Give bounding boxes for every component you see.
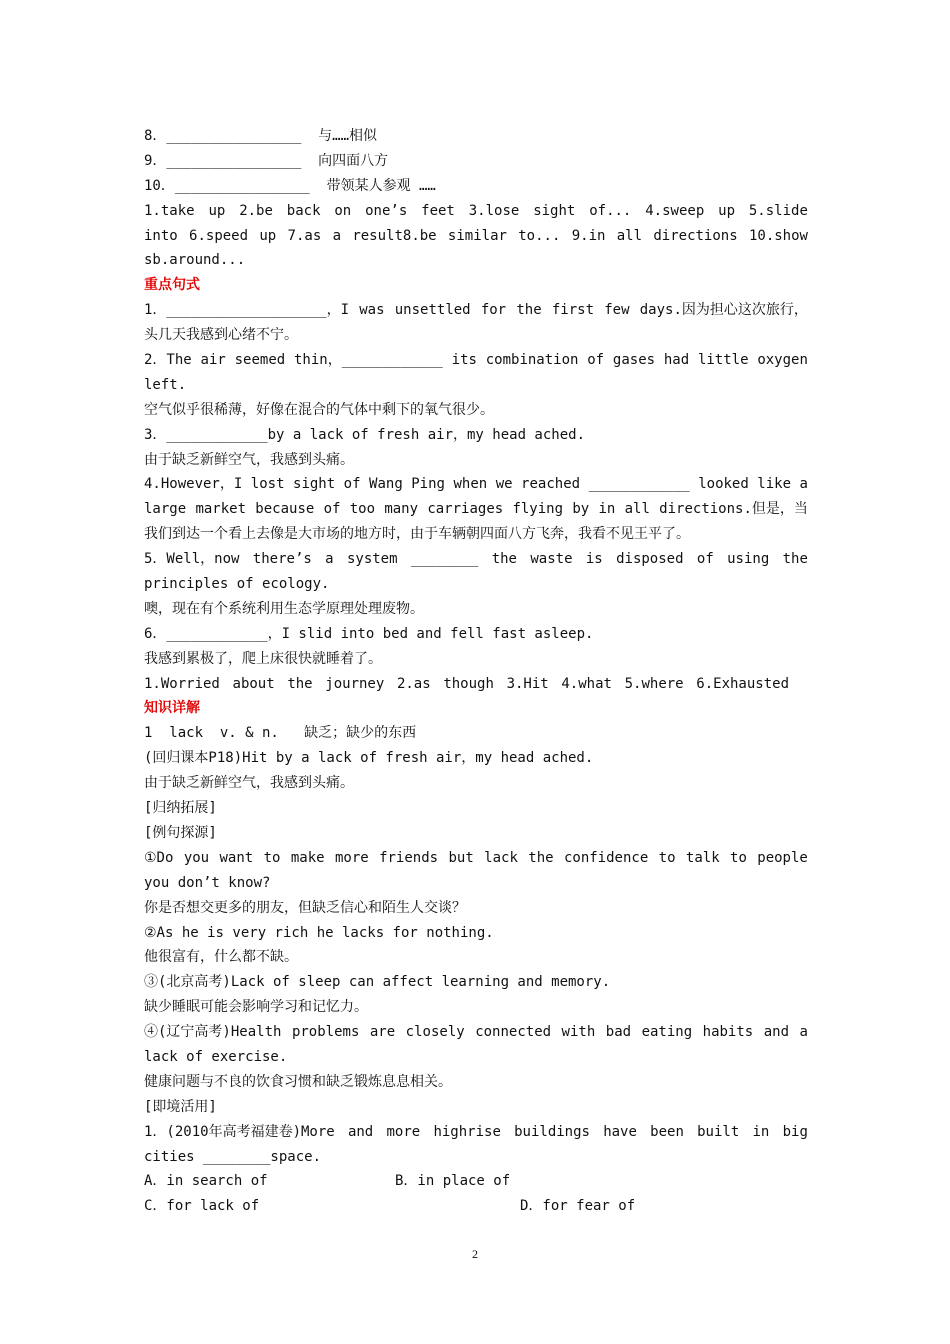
word: of — [696, 551, 714, 568]
word: ________ — [410, 551, 479, 568]
word: 3.Hit — [506, 675, 549, 692]
word: problems — [291, 1024, 360, 1041]
sentence-answers-line — [144, 672, 789, 697]
phrase-answers-line: sb.around... — [144, 252, 246, 269]
word: in — [598, 501, 616, 518]
word: to — [730, 849, 747, 866]
word: more — [386, 1123, 421, 1140]
word: 4.However，I — [144, 476, 243, 493]
word: gases — [612, 352, 656, 369]
word: in — [752, 1123, 770, 1140]
vocab-entry: 1 lack v. & n. 缺乏；缺少的东西 — [144, 725, 417, 742]
option-d: D．for fear of — [520, 1198, 636, 1215]
sentence-chinese: 我感到累极了，爬上床很快就睡着了。 — [144, 650, 382, 667]
word: and — [347, 1123, 374, 1140]
word: large — [144, 501, 187, 518]
word: up — [259, 227, 277, 244]
word: about — [232, 675, 275, 692]
word: buildings — [514, 1123, 590, 1140]
word: and — [763, 1024, 790, 1041]
word: friends — [379, 849, 439, 866]
word: people — [757, 849, 808, 866]
word: 9.in — [571, 227, 606, 244]
phrase-answers-line — [144, 199, 808, 224]
option-c: C．for lack of — [144, 1198, 260, 1215]
word: Ping — [411, 476, 445, 493]
word: 2.be — [239, 202, 273, 219]
word: few — [604, 302, 630, 319]
word: lack — [484, 849, 518, 866]
word: make — [290, 849, 325, 866]
word: because — [255, 501, 315, 518]
word: with — [561, 1024, 596, 1041]
word: is — [585, 551, 603, 568]
word: oxygen — [757, 352, 808, 369]
word: 6.speed — [189, 227, 249, 244]
word: been — [650, 1123, 684, 1140]
word: the — [516, 302, 542, 319]
textbook-translation: 由于缺乏新鲜空气，我感到头痛。 — [144, 775, 354, 792]
phrase-item: 9．________________ 向四面八方 — [144, 152, 389, 169]
word: 5．Well，now — [144, 551, 240, 568]
word: you — [183, 849, 210, 866]
word: ____________ — [588, 476, 690, 493]
word: are — [369, 1024, 396, 1041]
word: little — [697, 352, 749, 369]
word: directions.但是，当 — [659, 501, 808, 518]
word: into — [144, 227, 178, 244]
word: waste — [530, 551, 573, 568]
word: its — [451, 352, 477, 369]
word: combination — [485, 352, 579, 369]
word: of... — [589, 202, 632, 219]
options-row — [144, 1169, 808, 1194]
word: to — [658, 849, 676, 866]
word: of — [323, 501, 341, 518]
question-stem: cities ________space. — [144, 1148, 322, 1165]
word: more — [334, 849, 369, 866]
word: a — [799, 1024, 808, 1041]
word: one’s — [365, 202, 408, 219]
sentence-chinese: 噢，现在有个系统利用生态学原理处理废物。 — [144, 600, 424, 617]
word: all — [624, 501, 650, 518]
word: too — [349, 501, 376, 518]
word: thin，____________ — [293, 352, 443, 369]
word: of — [587, 352, 605, 369]
word: a — [325, 551, 334, 568]
word: there’s — [252, 551, 312, 568]
word: 1.Worried — [144, 675, 220, 692]
word: result8.be — [352, 227, 437, 244]
word: the — [491, 551, 517, 568]
label-examples: [例句探源] — [144, 824, 217, 841]
example-chinese: 他很富有，什么都不缺。 — [144, 949, 298, 966]
word: seemed — [234, 352, 286, 369]
word: had — [663, 352, 690, 369]
word: connected — [475, 1024, 552, 1041]
word: big — [782, 1123, 808, 1140]
word: up — [208, 202, 226, 219]
word: 5.where — [624, 675, 684, 692]
word: talk — [685, 849, 720, 866]
example-english: you don’t know? — [144, 874, 271, 891]
example-chinese: 缺少睡眠可能会影响学习和记忆力。 — [144, 999, 368, 1016]
phrase-item: 10．________________ 带领某人参观 …… — [144, 177, 436, 194]
word: many — [384, 501, 419, 518]
word: disposed — [616, 551, 684, 568]
sentence-chinese: 空气似乎很稀薄，好像在混合的气体中剩下的氧气很少。 — [144, 401, 494, 418]
sentence-english — [144, 298, 808, 323]
option-b: B．in place of — [395, 1173, 511, 1190]
word: the — [528, 849, 554, 866]
word: a — [332, 227, 341, 244]
word: sight — [293, 476, 336, 493]
word: journey — [325, 675, 385, 692]
word: lost — [250, 476, 285, 493]
sentence-english — [144, 348, 808, 373]
word: days.因为担心这次旅行， — [639, 302, 808, 319]
word: 5.slide — [748, 202, 808, 219]
word: market — [195, 501, 247, 518]
textbook-sentence: (回归课本P18)Hit by a lack of fresh air，my head ached. — [144, 750, 594, 767]
word: like — [757, 476, 792, 493]
example-chinese: 健康问题与不良的饮食习惯和缺乏锻炼息息相关。 — [144, 1073, 452, 1090]
word: 3.lose — [468, 202, 520, 219]
word: using — [727, 551, 770, 568]
word: back — [286, 202, 321, 219]
phrase-item: 8．________________ 与……相似 — [144, 128, 378, 144]
word: built — [697, 1123, 740, 1140]
section-heading-key-sentences: 重点句式 — [144, 277, 200, 294]
word: 4.sweep — [645, 202, 705, 219]
word: ①Do — [144, 849, 174, 866]
word: 4.what — [561, 675, 612, 692]
word: have — [603, 1123, 637, 1140]
word: 10.show — [748, 227, 808, 244]
sentence-english — [144, 547, 808, 572]
word: 1．(2010年高考福建卷)More — [144, 1123, 335, 1140]
word: the — [782, 551, 808, 568]
page-content — [144, 124, 808, 1219]
word: bad — [605, 1024, 632, 1041]
example-english: ③(北京高考)Lack of sleep can affect learning and memory. — [144, 974, 611, 991]
word: all — [616, 227, 643, 244]
word: when — [453, 476, 488, 493]
word: eating — [641, 1024, 693, 1041]
word: to — [263, 849, 281, 866]
word: habits — [702, 1024, 754, 1041]
word: first — [551, 302, 595, 319]
example-english — [144, 1020, 808, 1045]
word: to... — [518, 227, 561, 244]
word: directions — [653, 227, 738, 244]
word: the — [287, 675, 313, 692]
label-summary: [归纳拓展] — [144, 800, 217, 817]
example-chinese: 你是否想交更多的朋友，但缺乏信心和陌生人交谈？ — [144, 899, 466, 916]
word: closely — [405, 1024, 465, 1041]
word: for — [480, 302, 507, 319]
word: 7.as — [287, 227, 322, 244]
sentence-english — [144, 472, 808, 497]
word: confidence — [563, 849, 649, 866]
word: carriages — [427, 501, 504, 518]
word: by — [572, 501, 590, 518]
question-stem — [144, 1120, 808, 1145]
sentence-english: left. — [144, 376, 187, 393]
word: we — [495, 476, 513, 493]
example-english: lack of exercise. — [144, 1048, 288, 1065]
sentence-chinese: 头几天我感到心绪不宁。 — [144, 327, 298, 344]
word: on — [334, 202, 352, 219]
word: highrise — [433, 1123, 501, 1140]
word: air — [200, 352, 226, 369]
word: system — [346, 551, 398, 568]
example-english — [144, 846, 808, 871]
word: flying — [512, 501, 564, 518]
word: but — [448, 849, 474, 866]
word: 1．___________________，I — [144, 302, 350, 319]
word: Wang — [369, 476, 403, 493]
word: of — [343, 476, 361, 493]
example-english: ②As he is very rich he lacks for nothing. — [144, 924, 494, 941]
word: feet — [421, 202, 455, 219]
word: looked — [698, 476, 749, 493]
word: though — [443, 675, 494, 692]
sentence-chinese: 由于缺乏新鲜空气，我感到头痛。 — [144, 451, 354, 468]
word: reached — [521, 476, 581, 493]
word: 1.take — [144, 202, 195, 219]
sentence-english — [144, 497, 808, 522]
phrase-answers-line — [144, 224, 808, 249]
word: a — [799, 476, 808, 493]
sentence-english: 6．____________，I slid into bed and fell fast asleep. — [144, 625, 594, 642]
word: want — [219, 849, 254, 866]
label-practice: [即境活用] — [144, 1098, 217, 1115]
word: 6.Exhausted — [696, 675, 789, 692]
sentence-english: principles of ecology. — [144, 576, 330, 593]
word: 2.as — [396, 675, 431, 692]
option-a: A．in search of — [144, 1173, 268, 1190]
sentence-chinese: 我们到达一个看上去像是大市场的地方时，由于车辆朝四面八方飞奔，我看不见王平了。 — [144, 526, 690, 543]
page-number: 2 — [472, 1247, 478, 1261]
word: up — [718, 202, 735, 219]
word: ④(辽宁高考)Health — [144, 1024, 282, 1041]
section-heading-knowledge: 知识详解 — [144, 700, 200, 717]
word: 2．The — [144, 352, 192, 369]
word: was — [359, 302, 385, 319]
sentence-english: 3．____________by a lack of fresh air，my head ached. — [144, 426, 586, 443]
options-row — [144, 1194, 808, 1219]
word: unsettled — [394, 302, 471, 319]
word: similar — [447, 227, 507, 244]
word: sight — [533, 202, 576, 219]
